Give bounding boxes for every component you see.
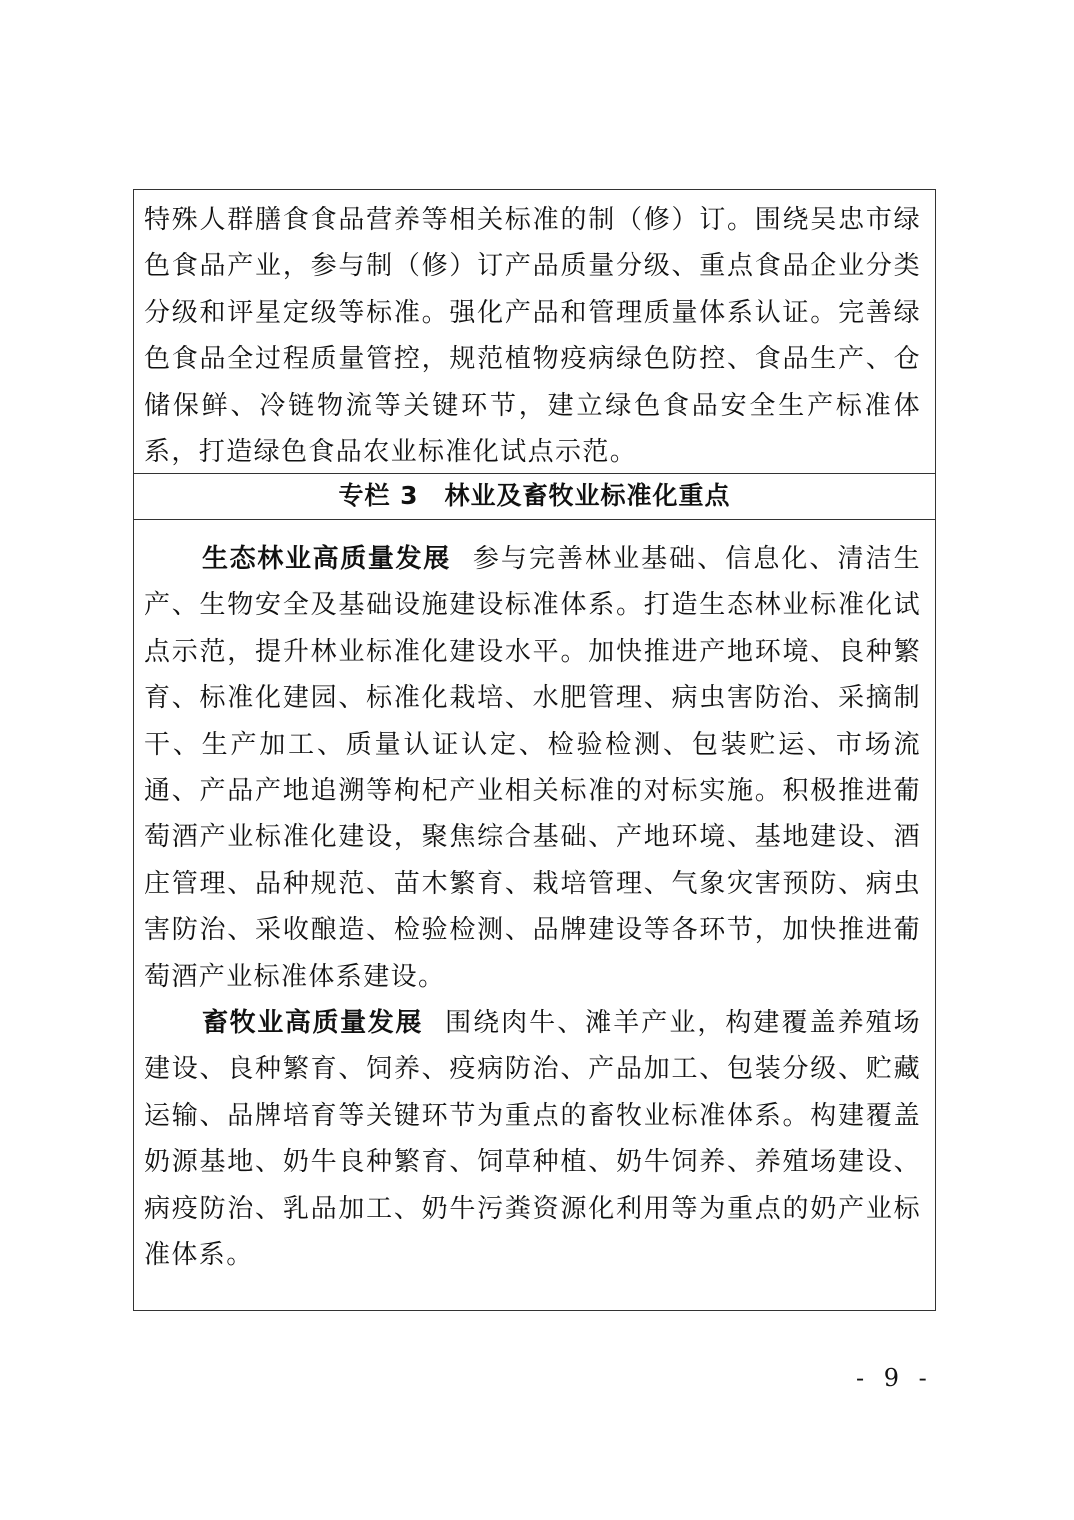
section-text-forestry: 参与完善林业基础、信息化、清洁生产、生物安全及基础设施建设标准体系。打造生态林业标准化试点示范，提升林业标准化建设水平。加快推进产地环境、良种繁育、标准化建园、标准化栽培、水肥管理、病虫害防治、采摘制干、生产加工、质量认证认定、检验检测、包装贮运、市场流通、产品产地追溯等枸杞产业相关标准的对标实施。积极推进葡萄酒产业标准化建设，聚焦综合基础、产地环境、基地建设、酒庄管理、品种规范、苗木繁育、栽培管理、气象灾害预防、病虫害防治、采收酿造、检验检测、品牌建设等各环节，加快推进葡萄酒产业标准体系建设。: [144, 544, 921, 992]
section-paragraph-livestock: [144, 1000, 921, 1278]
section-heading-livestock: 畜牧业高质量发展: [202, 1008, 424, 1039]
continuation-paragraph: 特殊人群膳食食品营养等相关标准的制（修）订。围绕吴忠市绿色食品产业，参与制（修）订产品质量分级、重点食品企业分类分级和评星定级等标准。强化产品和管理质量体系认证。完善绿色食品全过程质量管控，规范植物疫病绿色防控、食品生产、仓储保鲜、冷链物流等关键环节，建立绿色食品安全生产标准体系，打造绿色食品农业标准化试点示范。: [144, 205, 921, 468]
column-body: [134, 520, 935, 1310]
column-title: 专栏 3 林业及畜牧业标准化重点: [134, 474, 935, 520]
section-heading-forestry: 生态林业高质量发展: [202, 544, 451, 574]
column-box: [133, 189, 936, 1311]
page-number: - 9 -: [856, 1364, 933, 1392]
continuation-cell: [134, 190, 935, 474]
section-text-livestock: 围绕肉牛、滩羊产业，构建覆盖养殖场建设、良种繁育、饲养、疫病防治、产品加工、包装分级、贮藏运输、品牌培育等关键环节为重点的畜牧业标准体系。构建覆盖奶源基地、奶牛良种繁育、饲草种植、奶牛饲养、养殖场建设、病疫防治、乳品加工、奶牛污粪资源化利用等为重点的奶产业标准体系。: [144, 1008, 921, 1271]
section-paragraph-forestry: [144, 536, 921, 1000]
